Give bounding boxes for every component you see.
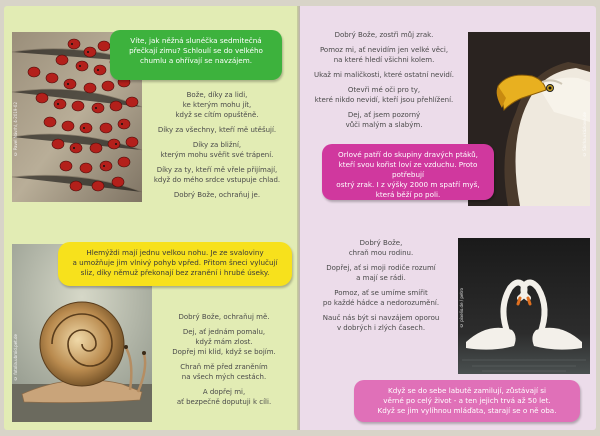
swan-fact-bubble: [354, 380, 580, 422]
stanza: [154, 387, 294, 407]
poem-line: vůči malým a slabým.: [345, 121, 423, 129]
poem-line: kterým mohu svěřit své trápení.: [160, 151, 274, 159]
stanza: [154, 327, 294, 357]
stanza: [142, 125, 292, 135]
poem-line: Bože, díky za lidi,: [186, 91, 248, 99]
poem-line: Dej, ať jsem pozorný: [347, 111, 421, 119]
poem-line: Dobrý Bože,: [359, 239, 403, 247]
photo-credit: © pixelio.de / petro: [459, 288, 464, 328]
poem-line: Díky za bližní,: [192, 141, 242, 149]
poem-line: Nauč nás být si navzájem oporou: [322, 314, 440, 322]
poem-line: když mám zlost.: [195, 338, 253, 346]
stanza: [154, 312, 294, 322]
poem-line: Díky za ty, kteří mě vřele přijímají,: [156, 166, 278, 174]
poem-line: na všech mých cestách.: [181, 373, 267, 381]
poem-line: Dopřej mi klid, když se bojím.: [172, 348, 276, 356]
poem-line: Dej, ať jednám pomalu,: [182, 328, 266, 336]
prayer-for-family: [306, 238, 456, 338]
poem-line: Ukaž mi maličkosti, které ostatní nevidí.: [313, 71, 455, 79]
stanza: [142, 165, 292, 185]
bubble-line: kteří svou kořist loví ze vzduchu. Proto potřebují: [338, 160, 478, 179]
bubble-line: Víte, jak něžná slunéčka sedmitečná: [130, 36, 262, 45]
photo-credit: © Sbírka.ukázkové.de: [582, 112, 587, 158]
bubble-line: která běží po poli.: [375, 190, 441, 199]
bubble-line: přečkají zimu? Schloulí se do velkého: [129, 46, 263, 55]
stanza: [306, 238, 456, 258]
stanza: [304, 110, 464, 130]
stanza: [154, 362, 294, 382]
bubble-line: Hlemýždi mají jednu velkou nohu. Je ze svaloviny: [86, 248, 264, 257]
poem-line: Chraň mě před zraněním: [180, 363, 268, 371]
poem-line: Dobrý Bože, ochraňuj je.: [173, 191, 261, 199]
poem-line: a mají se rádi.: [356, 274, 406, 282]
poem-line: Pomoz, ať se umíme smířit: [334, 289, 428, 297]
stanza: [306, 263, 456, 283]
prayer-for-people: [142, 90, 292, 205]
bubble-line: Když se do sebe labutě zamilují, zůstávají si: [387, 386, 547, 395]
poem-line: po každé hádce a nedorozumění.: [322, 299, 440, 307]
photo-credit: © fotolia.ubroid.pet.de: [13, 334, 18, 381]
poem-line: chraň mou rodinu.: [348, 249, 414, 257]
poem-line: Pomoz mi, ať nevidím jen velké věci,: [319, 46, 449, 54]
prayer-for-sight: [304, 30, 464, 135]
right-page: [300, 6, 596, 430]
bubble-line: Když se jim vylíhnou mláďata, starají se o ně oba.: [377, 406, 557, 415]
stanza: [142, 90, 292, 120]
swans-image: [458, 238, 590, 374]
ladybug-fact-bubble: [110, 30, 282, 80]
poem-line: Dopřej, ať si moji rodiče rozumí: [326, 264, 436, 272]
poem-line: ke kterým mohu jít,: [182, 101, 252, 109]
stanza: [142, 140, 292, 160]
snail-fact-bubble: [58, 242, 292, 286]
stanza: [304, 30, 464, 40]
poem-line: Dobrý Bože, ochraňuj mě.: [178, 313, 270, 321]
poem-line: které nikdo nevidí, kteří jsou přehlížení.: [314, 96, 454, 104]
poem-line: Otevři mé oči pro ty,: [347, 86, 421, 94]
poem-line: na které hledí všichni kolem.: [333, 56, 435, 64]
poem-line: Dobrý Bože, zostři můj zrak.: [334, 31, 434, 39]
bubble-line: sliz, díky němuž překonají bez zranění i hrubé úseky.: [80, 268, 270, 277]
stanza: [142, 190, 292, 200]
stanza: [306, 313, 456, 333]
stanza: [304, 70, 464, 80]
bubble-line: chumlu a ohřívají se navzájem.: [140, 56, 252, 65]
poem-line: A dopřej mi,: [202, 388, 246, 396]
bubble-line: ostrý zrak. I z výšky 2000 m spatří myš,: [336, 180, 480, 189]
poem-line: když se cítím opuštěně.: [175, 111, 259, 119]
swans-photo: [458, 238, 590, 374]
bubble-line: a umožňuje jim vlnivý pohyb vpřed. Přitom šneci vylučují: [72, 258, 278, 267]
poem-line: když do mého srdce vstupuje chlad.: [153, 176, 281, 184]
stanza: [306, 288, 456, 308]
photo-credit: © Pavel Návrhl, 4-2019-02: [13, 102, 18, 157]
left-page: [4, 6, 298, 430]
eagle-fact-bubble: [322, 144, 494, 200]
bubble-line: věrné po celý život - a ten jejich trvá až 50 let.: [383, 396, 551, 405]
stanza: [304, 85, 464, 105]
stanza: [304, 45, 464, 65]
poem-line: ať bezpečně doputuji k cíli.: [176, 398, 272, 406]
poem-line: Díky za všechny, kteří mě utěšují.: [157, 126, 277, 134]
poem-line: v dobrých i zlých časech.: [336, 324, 426, 332]
prayer-for-me: [154, 312, 294, 412]
bubble-line: Orlové patří do skupiny dravých ptáků,: [338, 150, 478, 159]
